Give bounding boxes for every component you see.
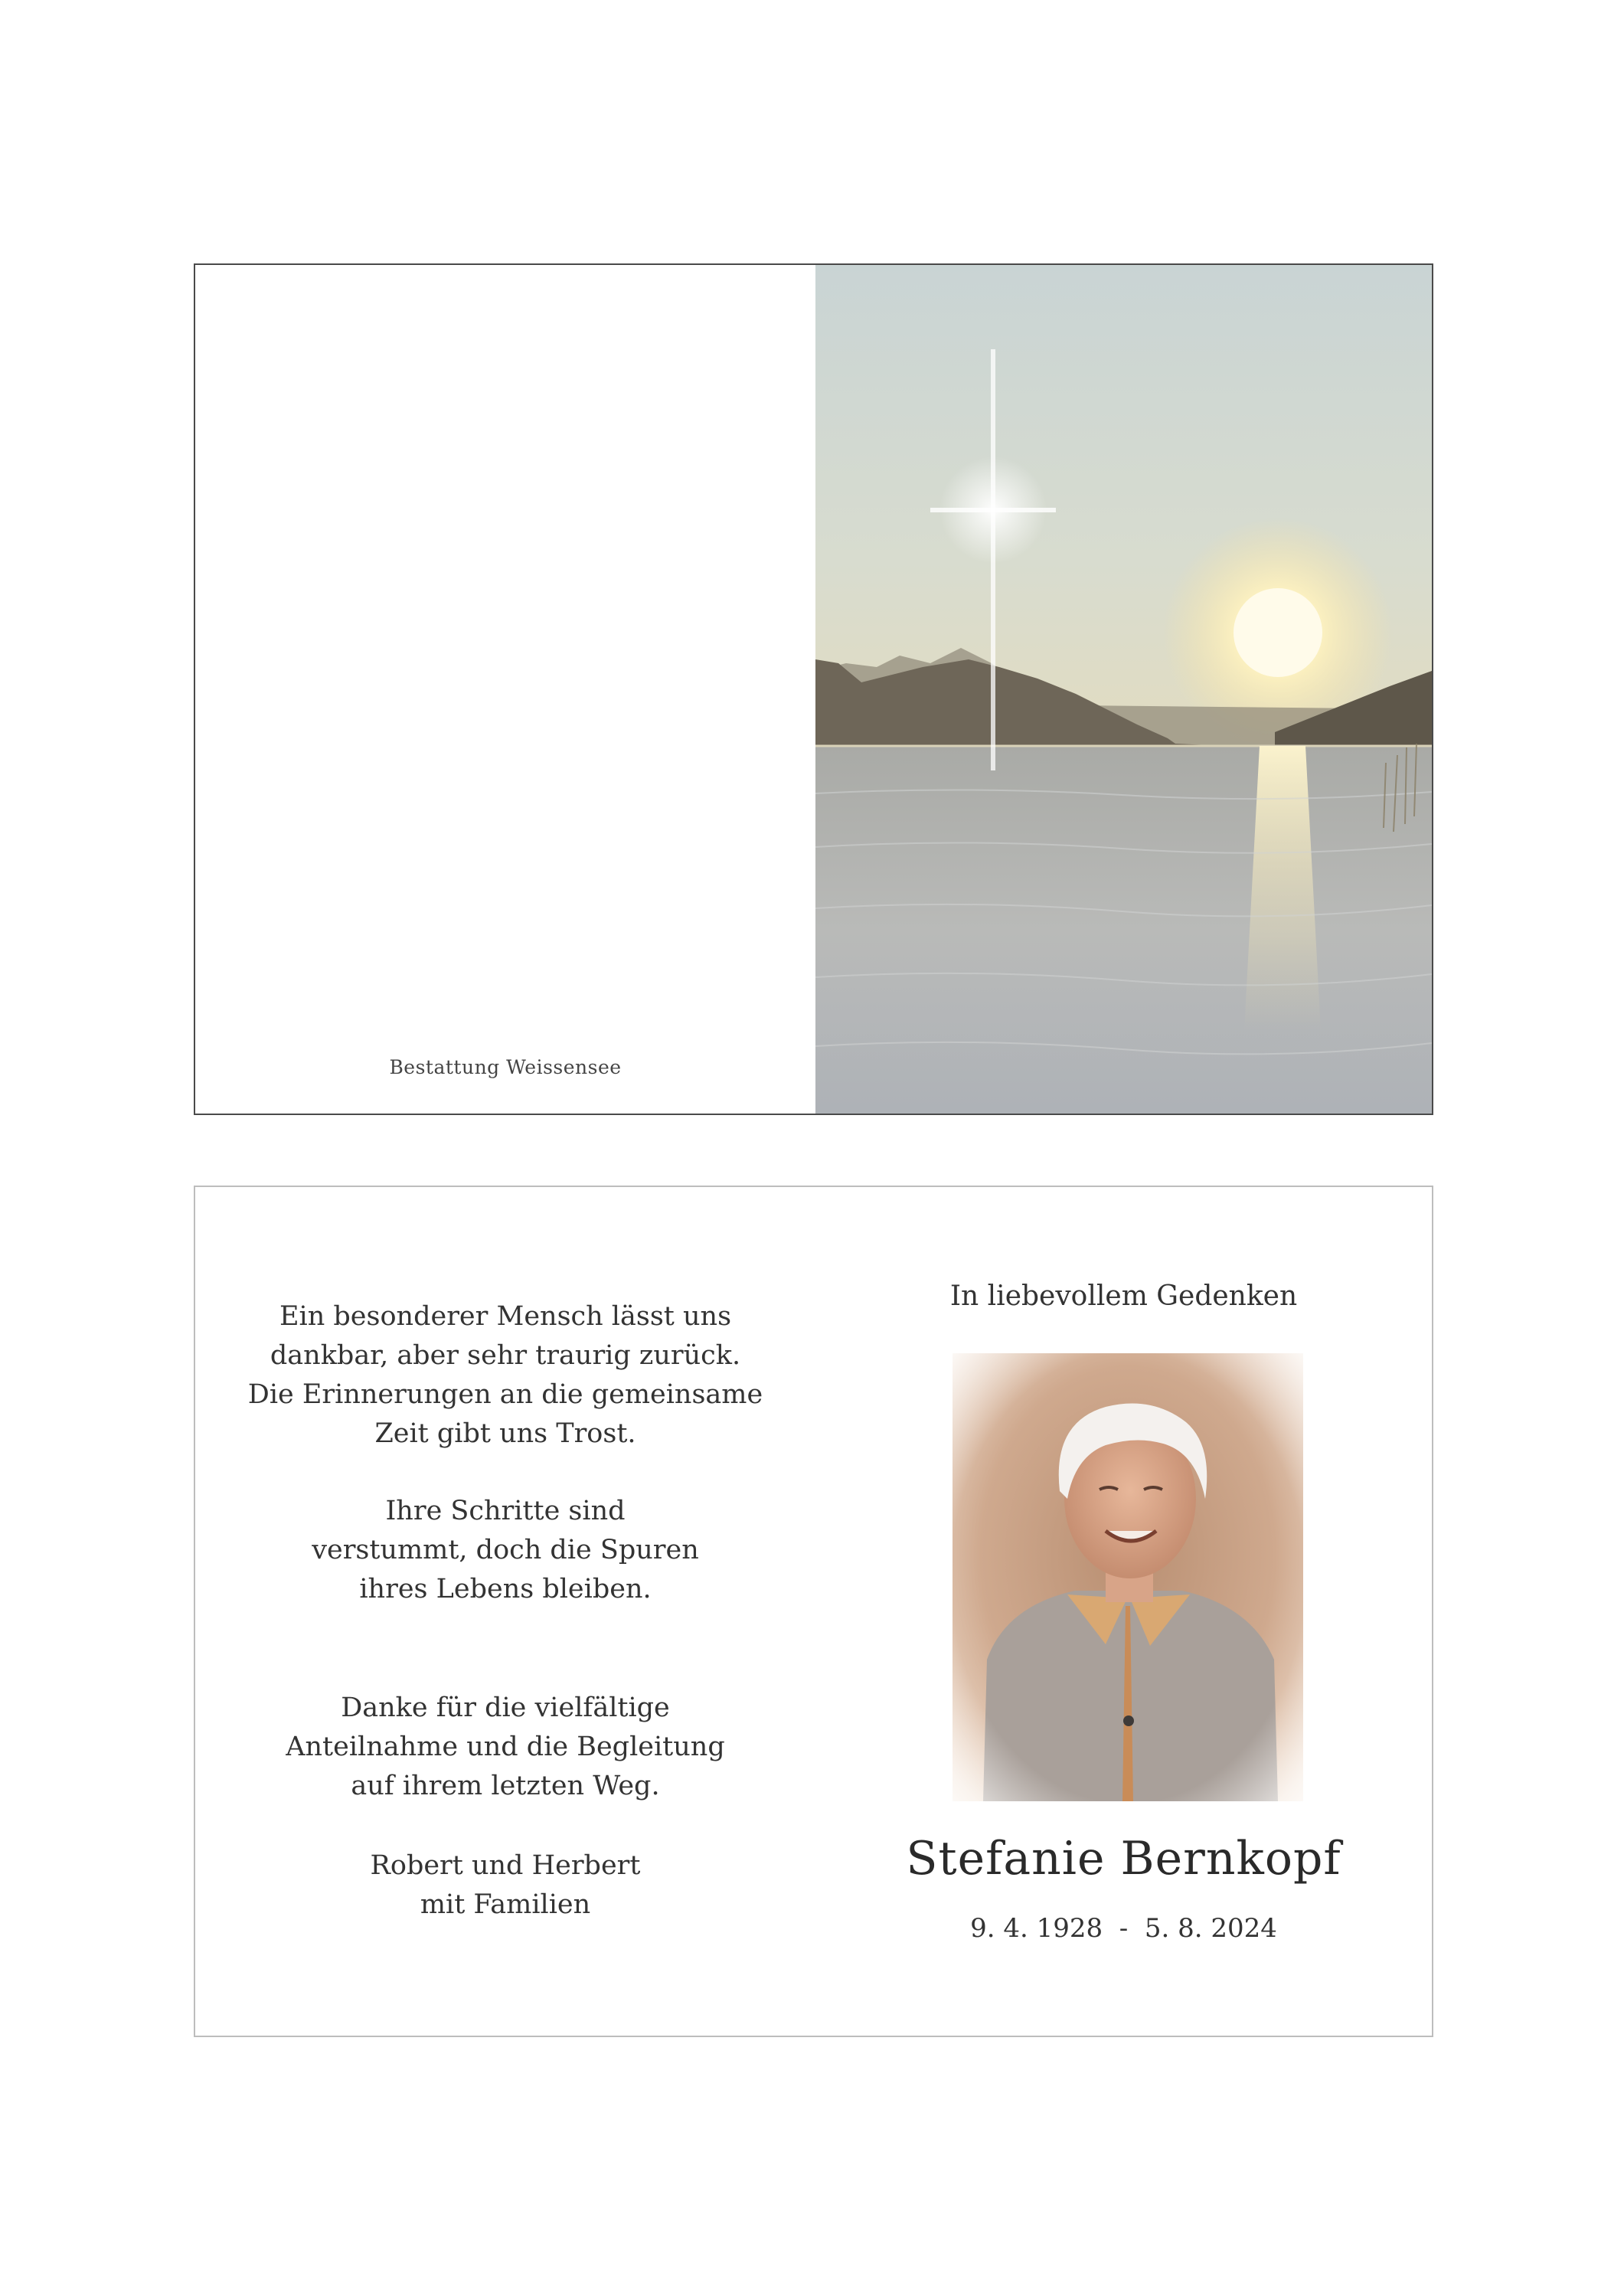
- verse-1: [218, 1297, 792, 1454]
- inner-card-right: [815, 1187, 1432, 2036]
- verse-line: Anteilnahme und die Begleitung: [286, 1732, 725, 1762]
- verse-line: Ein besonderer Mensch lässt uns: [279, 1301, 732, 1332]
- verse-line: Ihre Schritte sind: [385, 1496, 626, 1526]
- cover-photo-lake-sunset: [815, 265, 1432, 1114]
- lake-sunset-image: [815, 265, 1432, 1114]
- funeral-home-name: Bestattung Weissensee: [389, 1056, 622, 1078]
- life-dates: 9. 4. 1928 - 5. 8. 2024: [970, 1913, 1277, 1944]
- verse-line: dankbar, aber sehr traurig zurück.: [270, 1340, 741, 1371]
- verse-2: [218, 1492, 792, 1609]
- inner-card-left: [195, 1187, 815, 2036]
- inner-card: [194, 1186, 1433, 2037]
- family-signature: [218, 1846, 792, 1925]
- remembrance-heading: In liebevollem Gedenken: [949, 1280, 1298, 1312]
- portrait-image: [953, 1353, 1303, 1801]
- thanks-text: [218, 1689, 792, 1806]
- signature-line: Robert und Herbert: [370, 1850, 641, 1881]
- verse-line: ihres Lebens bleiben.: [359, 1574, 652, 1604]
- verse-line: Die Erinnerungen an die gemeinsame: [247, 1379, 763, 1410]
- deceased-name: Stefanie Bernkopf: [906, 1832, 1341, 1886]
- verse-line: Danke für die vielfältige: [341, 1693, 670, 1723]
- verse-line: Zeit gibt uns Trost.: [374, 1418, 636, 1449]
- verse-line: auf ihrem letzten Weg.: [351, 1771, 660, 1801]
- portrait-photo: [953, 1353, 1303, 1801]
- verse-line: verstummt, doch die Spuren: [312, 1535, 699, 1565]
- outer-card: [194, 263, 1433, 1115]
- signature-line: mit Familien: [420, 1889, 591, 1920]
- outer-card-back: [195, 265, 815, 1114]
